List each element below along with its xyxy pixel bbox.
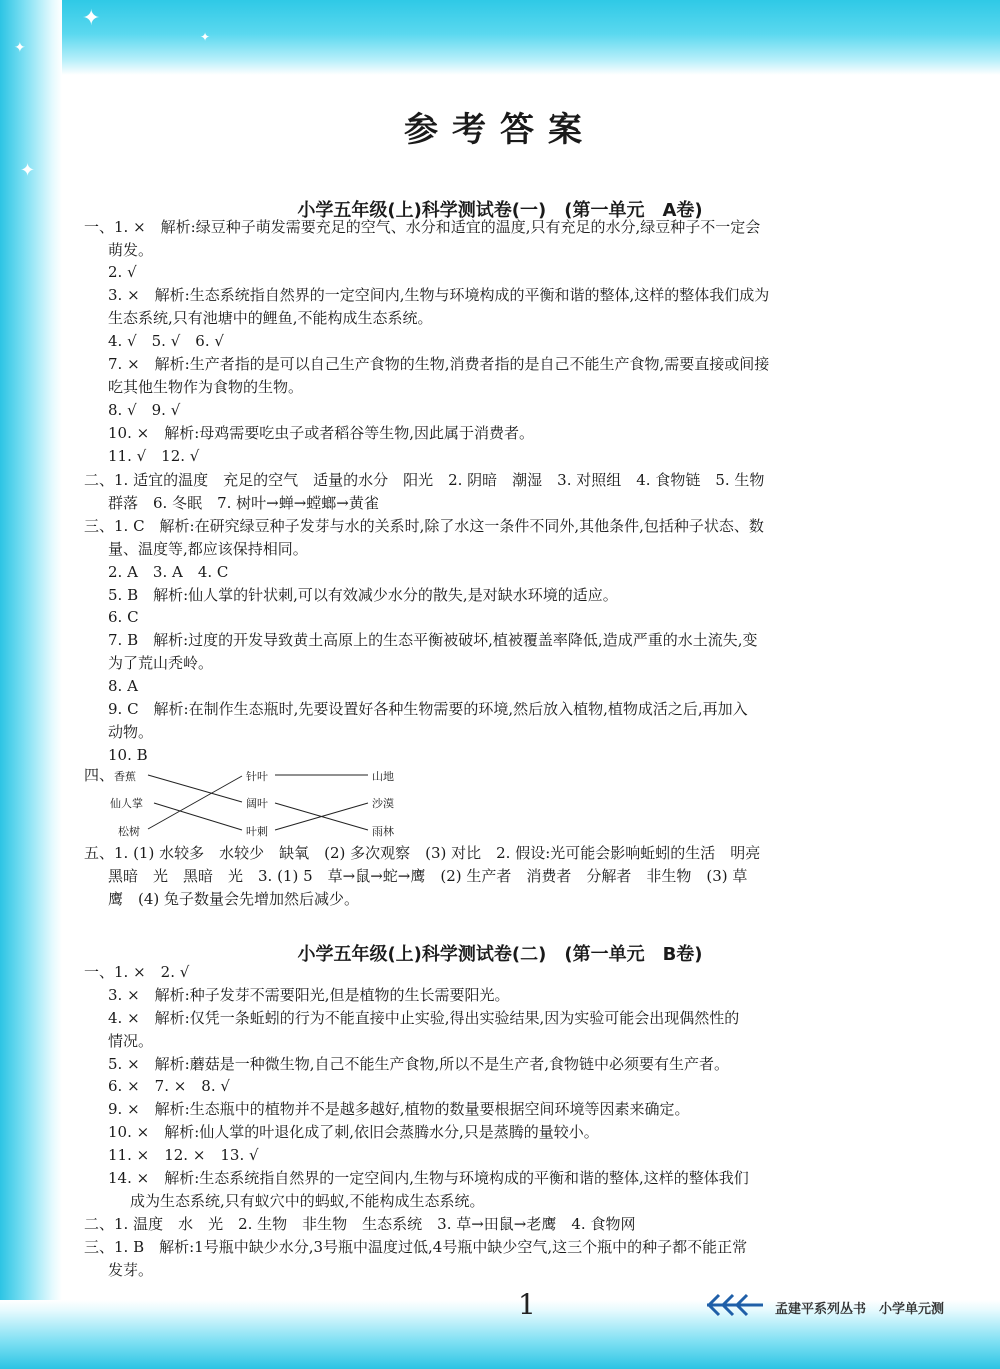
match-line xyxy=(154,803,242,830)
answer-line: 5. × 解析:蘑菇是一种微生物,自己不能生产食物,所以不是生产者,食物链中必须要有生产者。 xyxy=(108,1055,730,1073)
match-middle-item: 针叶 xyxy=(246,770,268,783)
answer-line: 动物。 xyxy=(108,723,154,741)
answer-line: 6. × 7. × 8. √ xyxy=(108,1077,230,1095)
answer-line: 萌发。 xyxy=(108,241,154,259)
answer-line: 五、1. (1) 水较多 水较少 缺氧 (2) 多次观察 (3) 对比 2. 假设:光可能会影响蚯蚓的生活 明亮 xyxy=(84,844,761,862)
answer-line: 9. × 解析:生态瓶中的植物并不是越多越好,植物的数量要根据空间环境等因素来确定。 xyxy=(108,1100,690,1118)
answer-line: 为了荒山秃岭。 xyxy=(108,654,214,672)
answer-line: 10. B xyxy=(108,746,148,764)
section-title: 小学五年级(上)科学测试卷(二) (第一单元 B卷) xyxy=(297,944,703,965)
answer-line: 发芽。 xyxy=(108,1261,154,1279)
answer-line: 9. C 解析:在制作生态瓶时,先要设置好各种生物需要的环境,然后放入植物,植物成活之后,再加入 xyxy=(108,700,748,718)
sparkle-icon: ✦ xyxy=(200,30,211,44)
answer-line: 量、温度等,都应该保持相同。 xyxy=(108,540,308,558)
sparkle-icon: ✦ xyxy=(20,160,36,181)
answer-line: 14. × 解析:生态系统指自然界的一定空间内,生物与环境构成的平衡和谐的整体,这样的整体我们 xyxy=(108,1169,749,1187)
answer-line: 6. C xyxy=(108,608,139,626)
answer-line: 10. × 解析:母鸡需要吃虫子或者稻谷等生物,因此属于消费者。 xyxy=(108,424,535,442)
answer-line: 8. √ 9. √ xyxy=(108,401,181,419)
matching-label: 四、 xyxy=(84,766,115,784)
match-line xyxy=(148,775,242,802)
answer-line: 一、1. × 2. √ xyxy=(84,963,190,981)
page-title: 参考答案 xyxy=(404,110,596,150)
match-left-item: 仙人掌 xyxy=(110,797,143,810)
match-left-item: 香蕉 xyxy=(114,770,136,783)
answer-line: 4. × 解析:仅凭一条蚯蚓的行为不能直接中止实验,得出实验结果,因为实验可能会出现偶然性的 xyxy=(108,1009,740,1027)
answer-line: 7. B 解析:过度的开发导致黄土高原上的生态平衡被破坏,植被覆盖率降低,造成严重的水土流失,变 xyxy=(108,631,758,649)
answer-line: 8. A xyxy=(108,677,138,695)
match-left-item: 松树 xyxy=(118,825,140,838)
series-name: 孟建平系列丛书 小学单元测 xyxy=(775,1302,945,1317)
answer-line: 生态系统,只有池塘中的鲤鱼,不能构成生态系统。 xyxy=(108,309,433,327)
answer-line: 三、1. B 解析:1号瓶中缺少水分,3号瓶中温度过低,4号瓶中缺少空气,这三个瓶中的种子都不能正常 xyxy=(84,1238,748,1256)
answer-line: 5. B 解析:仙人掌的针状刺,可以有效减少水分的散失,是对缺水环境的适应。 xyxy=(108,586,618,604)
answer-line: 7. × 解析:生产者指的是可以自己生产食物的生物,消费者指的是自己不能生产食物,需要直接或间接 xyxy=(108,355,770,373)
answer-line: 10. × 解析:仙人掌的叶退化成了刺,依旧会蒸腾水分,只是蒸腾的量较小。 xyxy=(108,1123,599,1141)
answer-line: 2. A 3. A 4. C xyxy=(108,563,229,581)
match-middle-item: 阔叶 xyxy=(246,797,268,810)
match-right-item: 雨林 xyxy=(372,825,394,838)
match-right-item: 山地 xyxy=(372,770,394,783)
answer-line: 情况。 xyxy=(108,1032,154,1050)
sparkle-icon: ✦ xyxy=(14,40,26,56)
section-title: 小学五年级(上)科学测试卷(一) (第一单元 A卷) xyxy=(297,200,703,221)
answer-line: 二、1. 温度 水 光 2. 生物 非生物 生态系统 3. 草→田鼠→老鹰 4. 食物网 xyxy=(84,1215,636,1233)
match-line xyxy=(148,776,242,829)
answer-line: 三、1. C 解析:在研究绿豆种子发芽与水的关系时,除了水这一条件不同外,其他条件,包括种子状态、数 xyxy=(84,517,764,535)
answer-line: 群落 6. 冬眠 7. 树叶→蝉→螳螂→黄雀 xyxy=(108,494,379,512)
answer-line: 一、1. × 解析:绿豆种子萌发需要充足的空气、水分和适宜的温度,只有充足的水分,绿豆种子不一定会 xyxy=(84,218,761,236)
answer-line: 黑暗 光 黑暗 光 3. (1) 5 草→鼠→蛇→鹰 (2) 生产者 消费者 分解者 非生物 (3) 草 xyxy=(108,867,748,885)
answer-line: 4. √ 5. √ 6. √ xyxy=(108,332,224,350)
answer-line: 吃其他生物作为食物的生物。 xyxy=(108,378,304,396)
answer-line: 2. √ xyxy=(108,263,137,281)
answer-line: 二、1. 适宜的温度 充足的空气 适量的水分 阳光 2. 阴暗 潮湿 3. 对照组 4. 食物链 5. 生物 xyxy=(84,471,765,489)
answer-line: 11. √ 12. √ xyxy=(108,447,200,465)
answer-line: 鹰 (4) 兔子数量会先增加然后减少。 xyxy=(108,890,360,908)
answer-line: 11. × 12. × 13. √ xyxy=(108,1146,259,1164)
answer-line: 成为生态系统,只有蚁穴中的蚂蚁,不能构成生态系统。 xyxy=(130,1192,485,1210)
page-number: 1 xyxy=(518,1288,536,1321)
match-right-item: 沙漠 xyxy=(372,797,394,810)
answer-line: 3. × 解析:种子发芽不需要阳光,但是植物的生长需要阳光。 xyxy=(108,986,510,1004)
answer-line: 3. × 解析:生态系统指自然界的一定空间内,生物与环境构成的平衡和谐的整体,这样的整体我们成为 xyxy=(108,286,770,304)
match-middle-item: 叶刺 xyxy=(246,825,268,838)
sparkle-icon: ✦ xyxy=(82,6,101,31)
arrow-icon xyxy=(705,1292,765,1318)
